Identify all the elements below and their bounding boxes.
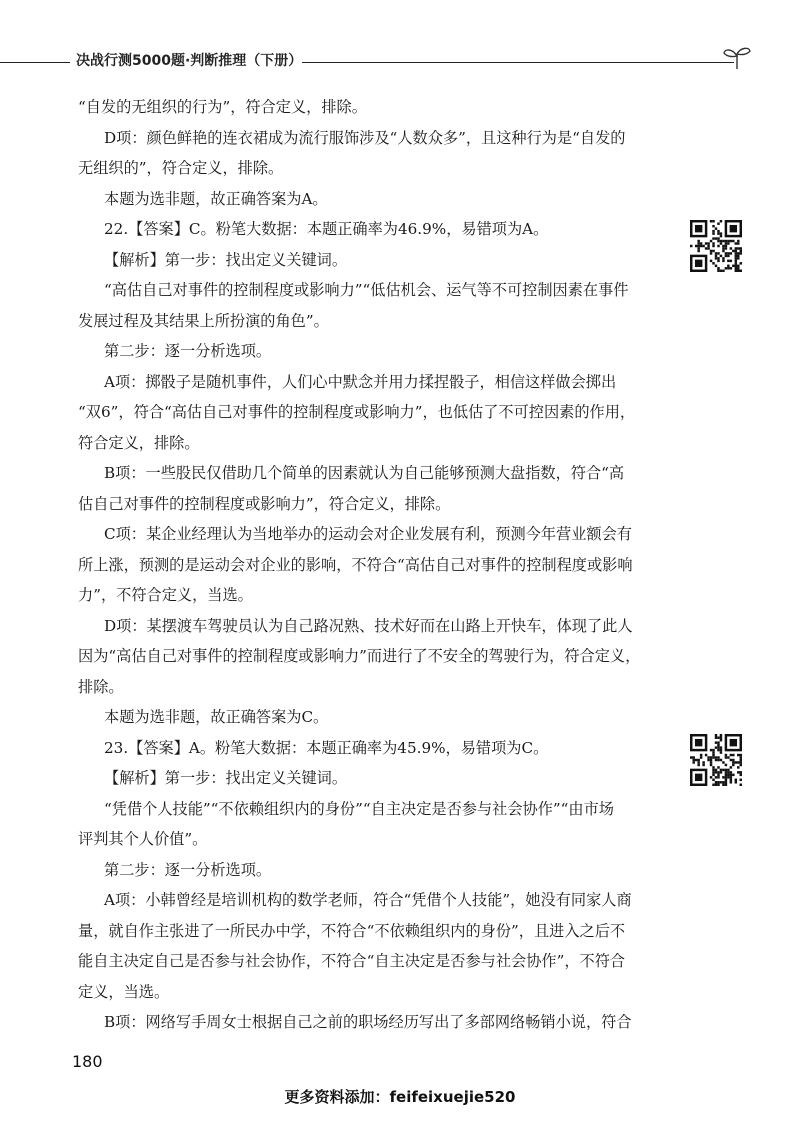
header-title: 决战行测5000题·判断推理（下册） [76,53,303,69]
text-line: D项：颜色鲜艳的连衣裙成为流行服饰涉及“人数众多”，且这种行为是“自发的 [104,128,626,147]
page-header [0,44,800,78]
text-line: 评判其个人价值”。 [78,830,208,848]
text-line: 量，就自作主张进了一所民办中学，不符合“不依赖组织内的身份”，且进入之后不 [78,921,626,940]
text-line: “高估自己对事件的控制程度或影响力”“低估机会、运气等不可控制因素在事件 [104,281,629,299]
text-line: 23.【答案】A。粉笔大数据：本题正确率为45.9%，易错项为C。 [104,738,549,757]
text-line: 本题为选非题，故正确答案为A。 [104,189,328,208]
text-line: “凭借个人技能”“不依赖组织内的身份”“自主决定是否参与社会协作”“由市场 [104,799,614,818]
header-rule-left [0,62,70,63]
text-line: 力”，不符合定义，当选。 [78,586,253,604]
text-line: A项：小韩曾经是培训机构的数学老师，符合“凭借个人技能”，她没有同家人商 [104,891,632,909]
text-line: 【解析】第一步：找出定义关键词。 [104,769,347,787]
qr-code-icon [690,734,742,786]
text-line: 22.【答案】C。粉笔大数据：本题正确率为46.9%，易错项为A。 [104,220,549,238]
header-rule-right [302,62,734,63]
text-line: 发展过程及其结果上所扮演的角色”。 [78,311,329,330]
page-body [78,92,678,1038]
text-line: 第二步：逐一分析选项。 [104,342,272,360]
text-line: 所上涨，预测的是运动会对企业的影响，不符合“高估自己对事件的控制程度或影响 [78,555,633,574]
text-line: A项：掷骰子是随机事件，人们心中默念并用力揉捏骰子，相信这样做会掷出 [104,372,617,391]
text-line: 因为“高估自己对事件的控制程度或影响力”而进行了不安全的驾驶行为，符合定义， [78,647,641,665]
text-line: 【解析】第一步：找出定义关键词。 [104,250,347,269]
text-line: “双6”，符合“高估自己对事件的控制程度或影响力”，也低估了不可控因素的作用， [78,403,636,421]
text-line: 符合定义，排除。 [78,433,200,452]
text-line: B项：一些股民仅借助几个简单的因素就认为自己能够预测大盘指数，符合“高 [104,464,625,482]
qr-code-icon [690,220,742,272]
page-number: 180 [72,1052,103,1071]
text-line: 能自主决定自己是否参与社会协作，不符合“自主决定是否参与社会协作”，不符合 [78,952,626,970]
text-line: 本题为选非题，故正确答案为C。 [104,708,329,726]
text-line: 无组织的”，符合定义，排除。 [78,159,284,177]
text-line: “自发的无组织的行为”，符合定义，排除。 [78,98,367,116]
text-line: 定义，当选。 [78,982,170,1001]
text-line: 估自己对事件的控制程度或影响力”，符合定义，排除。 [78,494,451,513]
text-line: B项：网络写手周女士根据自己之前的职场经历写出了多部网络畅销小说，符合 [104,1013,632,1031]
sprout-icon [722,44,752,70]
text-line: 第二步：逐一分析选项。 [104,860,272,879]
text-line: 排除。 [78,677,124,696]
text-line: D项：某摆渡车驾驶员认为自己路况熟、技术好而在山路上开快车，体现了此人 [104,616,633,635]
text-line: C项：某企业经理认为当地举办的运动会对企业发展有利，预测今年营业额会有 [104,525,632,543]
footer-promo-text: 更多资料添加：feifeixuejie520 [284,1088,516,1106]
